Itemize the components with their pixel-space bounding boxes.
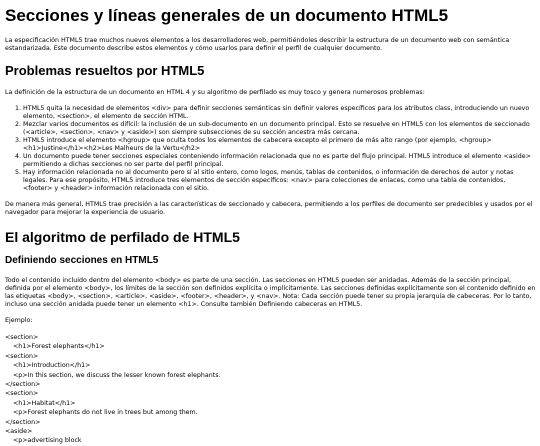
list-item: 3. HTML5 introduce el elemento <hgroup> que oculta todos los elementos de cabecera excepto el primero de más alto rango (por ejemplo, <hgroup><h1>Justine</h1><h2>Les Malheurs de la Vertu</h2>: [23, 137, 536, 153]
list-item: 5. Hay información relacionada no al documento pero sí al sitio entero, como logos, menús, tablas de contenidos, o información de derechos de autor y notas legales. Para ese propósito, HTML5 introduce tres elementos de sección específicos: <nav> para colecciones de enlaces, como una tabla de contenidos, <footer> y <header> información relacionada con el sitio.: [23, 169, 536, 193]
code-line: <h1>Habitat</h1>: [5, 399, 76, 407]
code-line: <p>advertising block: [5, 437, 82, 445]
code-line: <p>In this section, we discuss the lesser known forest elephants.: [5, 371, 221, 379]
code-line: <h1>Forest elephants</h1>: [5, 343, 105, 351]
algorithm-heading: El algoritmo de perfilado de HTML5: [5, 229, 240, 245]
problems-list: [5, 105, 536, 193]
example-label: Ejemplo:: [5, 317, 33, 324]
problems-heading: Problemas resueltos por HTML5: [5, 63, 205, 78]
code-line: <h1>Introduction</h1>: [5, 362, 91, 370]
code-line: <section>: [5, 352, 39, 360]
page-title: Secciones y líneas generales de un documento HTML5: [5, 6, 449, 25]
code-line: <section>: [5, 390, 39, 398]
code-line: </section>: [5, 381, 41, 389]
code-line: <section>: [5, 334, 39, 341]
problems-summary: De manera más general, HTML5 trae precisión a las características de seccionado y cabecera, permitiendo a los perfiles de documento ser predecibles y usados por el navegador para mejorar la experiencia de usuario.: [5, 201, 533, 216]
list-item: 2. Mezclar varios documentos es difícil: la inclusión de un sub-documento en un documento principal. Esto se resuelve en HTML5 con los elementos de seccionado (<article>, <section>, <nav> y <aside>) son siempre subsecciones de su sección ancestra más cercana.: [23, 121, 536, 137]
code-line: <p>Forest elephants do not live in trees but among them.: [5, 409, 198, 417]
code-line: <aside>: [5, 428, 33, 436]
problems-lead: La definición de la estructura de un documento en HTML 4 y su algoritmo de perfilado es muy tosco y genera numerosos problemas:: [5, 89, 425, 96]
intro-paragraph: La especificación HTML5 trae muchos nuevos elementos a los desarrolladores web, permitiéndoles describir la estructura de un documento web con semántica estandarizada. Este documento describe estos elementos y cómo usarlos para definir el perfil de cualquier documento.: [5, 37, 510, 52]
list-item: 4. Un documento puede tener secciones especiales conteniendo información relacionada que no es parte del flujo principal. HTML5 introduce el elemento <aside> permitiendo a dichas secciones no ser parte del perfil principal.: [23, 153, 536, 169]
code-line: </section>: [5, 418, 41, 426]
sections-subheading: Definiendo secciones en HTML5: [5, 255, 159, 266]
list-item: 1. HTML5 quita la necesidad de elementos <div> para definir secciones semánticas sin definir valores específicos para los atributos class, introduciendo un nuevo elemento, <section>, el elemento de sección HTML.: [23, 105, 536, 121]
code-example: [5, 333, 536, 446]
sections-paragraph: Todo el contenido incluido dentro del elemento <body> es parte de una sección. Las secciones en HTML5 pueden ser anidadas. Además de la sección principal, definida por el elemento <body>, los límites de la sección son definidos explícita o implícitamente. Las secciones definidas explícitamente son el contenido definido en las etiquetas <body>, <section>, <article>, <aside>, <footer>, <header>, y <nav>. Nota: Cada sección puede tener su propia jerarquía de cabeceras. Por lo tanto, incluso una sección anidada puede tener un elemento <h1>. Consulte también Definiendo cabeceras en HTML5.: [5, 277, 536, 308]
